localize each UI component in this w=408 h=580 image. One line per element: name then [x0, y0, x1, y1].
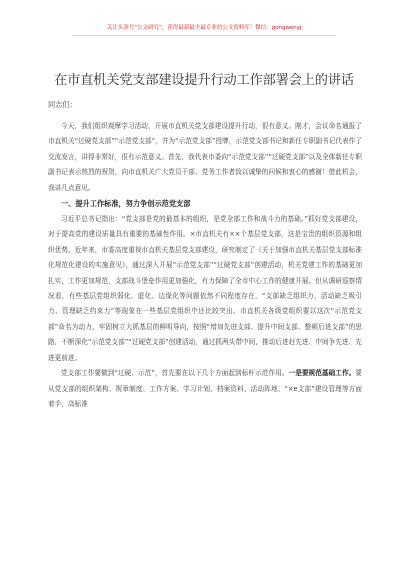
document-body: [48, 119, 362, 412]
section-paragraph-last: [48, 366, 362, 412]
intro-paragraph: 今天，我们组织观摩学习活动，开展市直机关党支部建设提升行动，很有意义。刚才，会议命名通报了市直机关“过硬党支部”“示范党支部”，并为“示范党支部”授牌，示范党支部书记和新任专职副书记代表作了交流发言，讲得非常好，很有示范意义。首先，我代表市委向“示范党支部”“过硬党支部”以及全体新任专职副书记表示热烈的祝贺，向市直机关广大党员干部、党务工作者致以诚挚的问候和衷心的感谢！借此机会，我讲几点意见。: [48, 122, 362, 192]
salutation: 同志们：: [48, 100, 77, 109]
document-title: 在市直机关党支部建设提升行动工作部署会上的讲话: [54, 73, 354, 88]
header-banner: 关注头条号“公文研究”，获得最新最全最专业的公文资料库！微信：gongwenyj: [106, 25, 302, 31]
header-divider: [72, 35, 336, 36]
section-paragraph: 习近平总书记指出：“党支部是党的最基本的组织，是党全部工作和战斗力的基础。”抓好党支部建设，对于提高党的建设质量具有重要的基础性作用。×市直机关有××个基层党支部，这是宝贵的组织资源和组织优势。近年来，市委高度重视市直机关基层党支部建设，研究制定了《关于加强市直机关基层党支部标准化规范化建设的实施意见》，通过深入开展“示范党支部”“过硬党支部”创建活动，机关党建工作的基础更加扎实，工作更加规范，支部战斗堡垒作用更加强化，有力保障了全市中心工作的健康开展。但从调研巡察情况看，有些基层党组织弱化、虚化、边缘化等问题依然不同程度存在，“支部缺乏组织力、活动缺乏吸引力、管理缺乏约束力”等现象在一些基层党组织中还比较突出。市直机关各级党组织要以这次“示范党支部”命名为动力，牢固树立大抓基层的鲜明导向，按照“增加先进支部、提升中间支部、整顿后进支部”的思路，不断深化“示范党支部”“过硬党支部”创建活动，通过抓两头带中间，推动后进赶先进、中间争先进、先进更前进。: [48, 215, 362, 362]
tail-text: 要从党支部的组织架构、规章制度、工作方案、学习计划、档案资料、活动阵地、“×e支部”建设管理等方面着手，高标准: [48, 369, 362, 408]
lead-text: 党支部工作要做到“过硬、示范”，首先要在以下几个方面起到标杆示范作用。: [61, 369, 289, 378]
emphasis-text: 一是要规范基础工作。: [288, 369, 356, 378]
section-heading: 一、提升工作标准，努力争创示范党支部: [61, 199, 191, 209]
